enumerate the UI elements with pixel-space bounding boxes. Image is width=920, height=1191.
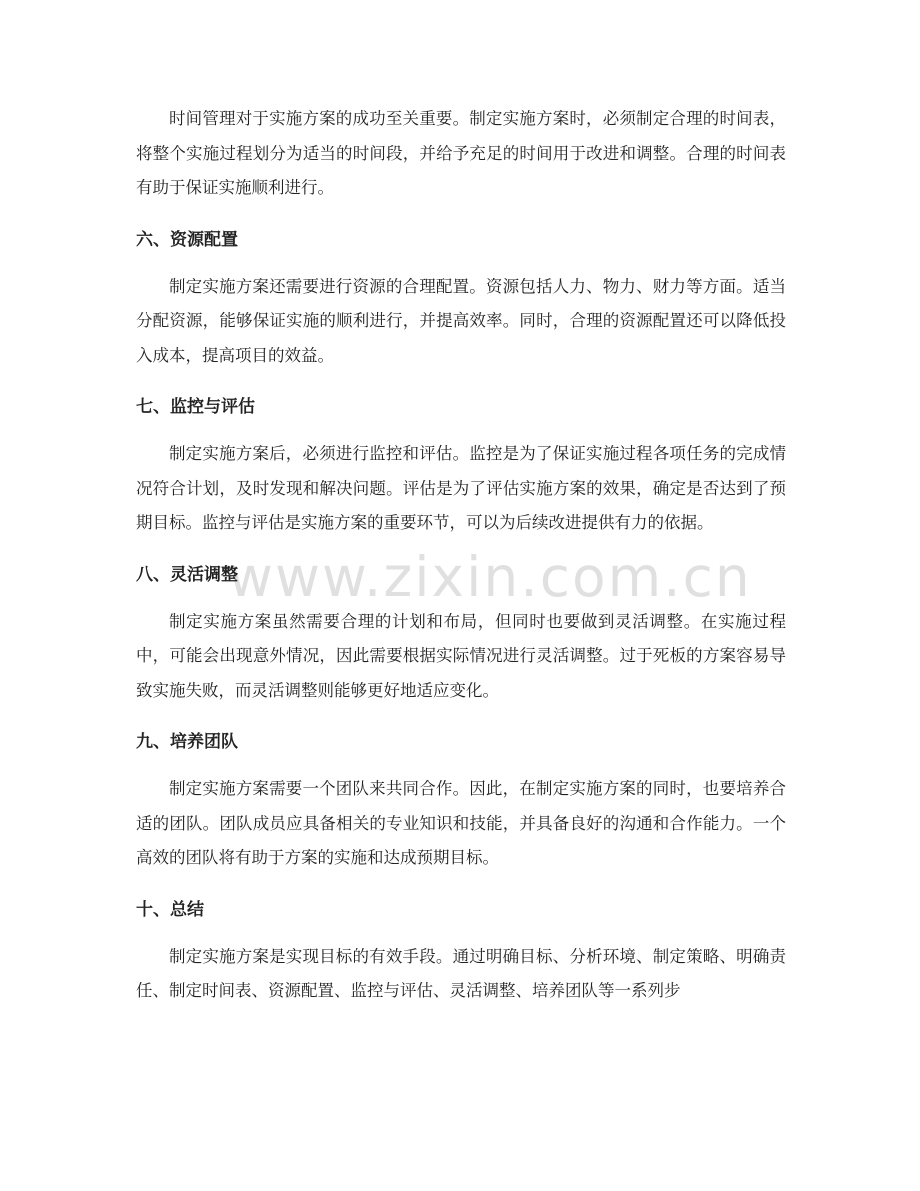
section-body-monitoring: 制定实施方案后，必须进行监控和评估。监控是为了保证实施过程各项任务的完成情况符合计划，及时发现和解决问题。评估是为了评估实施方案的效果，确定是否达到了预期目标。监控与评估是实施方案的重要环节，可以为后续改进提供有力的依据。 [136, 444, 786, 532]
section-heading-monitoring: 七、监控与评估 [136, 397, 255, 417]
watermark-text: www.zixin.com.cn [228, 545, 752, 609]
section-heading-summary: 十、总结 [136, 899, 204, 920]
intro-paragraph: 时间管理对于实施方案的成功至关重要。制定实施方案时，必须制定合理的时间表，将整个实施过程划分为适当的时间段，并给予充足的时间用于改进和调整。合理的时间表有助于保证实施顺利进行。 [136, 109, 786, 197]
document-body [136, 102, 786, 1009]
section-body-team: 制定实施方案需要一个团队来共同合作。因此，在制定实施方案的同时，也要培养合适的团队。团队成员应具备相关的专业知识和技能，并具备良好的沟通和合作能力。一个高效的团队将有助于方案的实施和达成预期目标。 [136, 779, 786, 867]
section-heading-flexibility: 八、灵活调整 [136, 564, 238, 585]
section-body-resources: 制定实施方案还需要进行资源的合理配置。资源包括人力、物力、财力等方面。适当分配资源，能够保证实施的顺利进行，并提高效率。同时，合理的资源配置还可以降低投入成本，提高项目的效益。 [136, 276, 786, 365]
section-heading-resources: 六、资源配置 [136, 229, 238, 250]
section-heading-team: 九、培养团队 [136, 732, 238, 752]
section-body-summary: 制定实施方案是实现目标的有效手段。通过明确目标、分析环境、制定策略、明确责任、制定时间表、资源配置、监控与评估、灵活调整、培养团队等一系列步 [136, 946, 786, 1000]
section-body-flexibility: 制定实施方案虽然需要合理的计划和布局，但同时也要做到灵活调整。在实施过程中，可能会出现意外情况，因此需要根据实际情况进行灵活调整。过于死板的方案容易导致实施失败，而灵活调整则能够更好地适应变化。 [136, 611, 786, 700]
